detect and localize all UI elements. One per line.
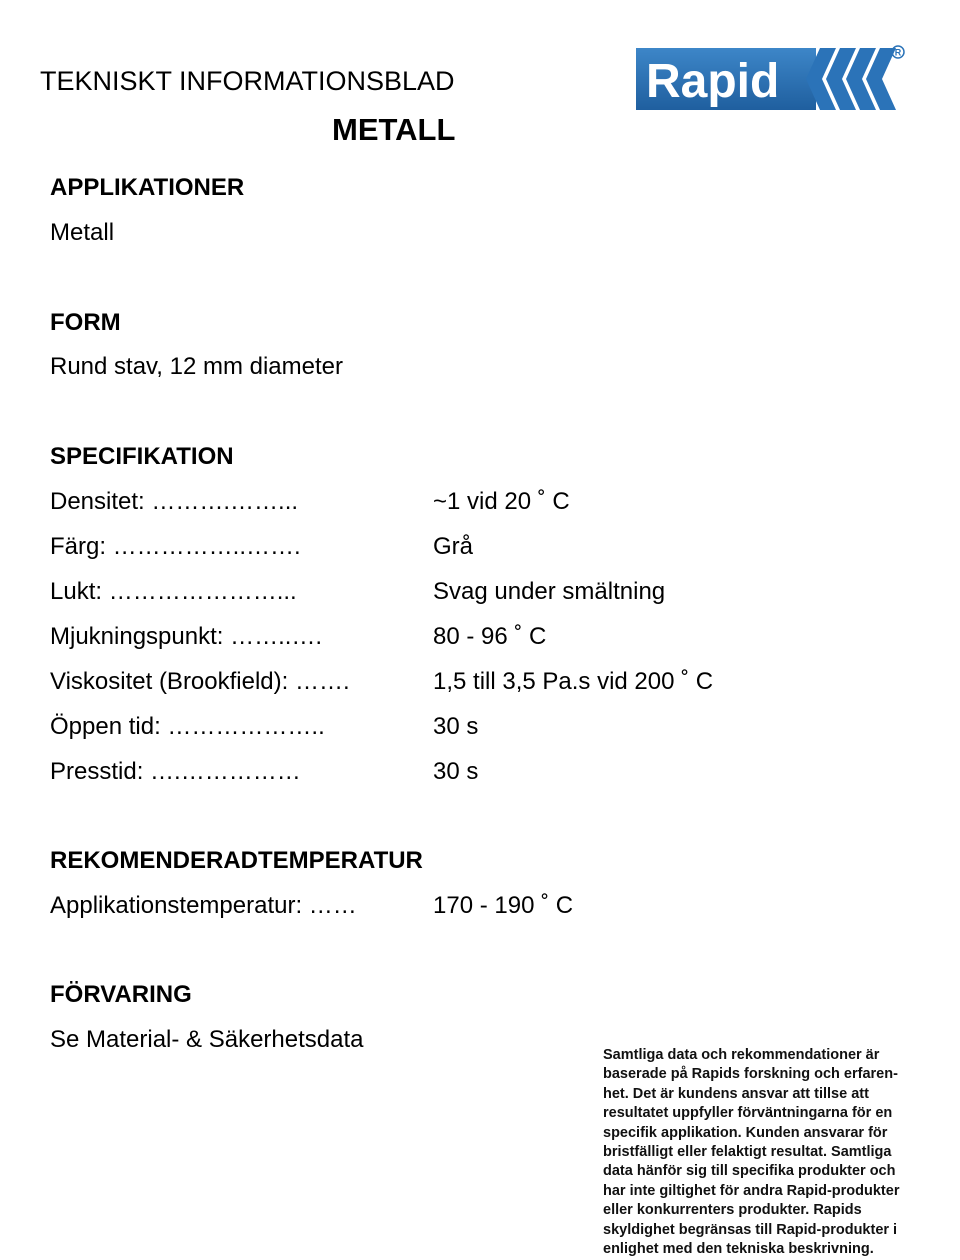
disclaimer-line: Samtliga data och rekommendationer är <box>603 1047 880 1063</box>
spec-value-presstid: 30 s <box>433 758 479 785</box>
rekommenderad-label: Applikationstemperatur: …… <box>50 892 357 919</box>
spec-value-densitet: ~1 vid 20 ˚ C <box>433 488 570 515</box>
forvaring-heading: FÖRVARING <box>50 981 192 1008</box>
spec-value-viskositet: 1,5 till 3,5 Pa.s vid 200 ˚ C <box>433 668 714 695</box>
disclaimer-line: har inte giltighet för andra Rapid-produkter <box>603 1182 900 1199</box>
svg-text:R: R <box>894 47 902 58</box>
applikationer-heading: APPLIKATIONER <box>50 174 245 201</box>
spec-value-oppen-tid: 30 s <box>433 713 479 740</box>
product-title: METALL <box>332 112 456 147</box>
logo-text: Rapid <box>646 55 780 108</box>
spec-value-lukt: Svag under smältning <box>433 578 666 605</box>
disclaimer <box>603 1046 913 1259</box>
spec-label-densitet: Densitet: ……….……... <box>50 488 299 515</box>
disclaimer-line: skyldighet begränsas till Rapid-produkter i <box>603 1221 898 1238</box>
specifikation-heading: SPECIFIKATION <box>50 443 234 470</box>
spec-label-oppen-tid: Öppen tid: ……………….. <box>50 713 325 740</box>
spec-value-mjukningspunkt: 80 - 96 ˚ C <box>433 623 547 650</box>
disclaimer-line: specifik applikation. Kunden ansvarar för <box>603 1124 888 1141</box>
rekommenderad-value: 170 - 190 ˚ C <box>433 892 574 919</box>
applikationer-text: Metall <box>50 219 115 246</box>
spec-label-farg: Färg: ……………..……. <box>50 533 301 560</box>
form-text: Rund stav, 12 mm diameter <box>50 353 344 380</box>
spec-value-farg: Grå <box>433 533 474 560</box>
spec-label-mjukningspunkt: Mjukningspunkt: ……..…. <box>50 623 323 650</box>
disclaimer-line: bristfälligt eller felaktigt resultat. Samtliga <box>603 1144 892 1161</box>
forvaring-text: Se Material- & Säkerhetsdata <box>50 1026 364 1053</box>
disclaimer-line: data hänför sig till specifika produkter och <box>603 1163 896 1180</box>
spec-label-presstid: Presstid: ….…………… <box>50 758 301 785</box>
disclaimer-line: enlighet med den tekniska beskrivning. <box>603 1241 874 1258</box>
form-heading: FORM <box>50 309 121 336</box>
rekommenderad-heading: REKOMENDERADTEMPERATUR <box>50 847 423 874</box>
spec-label-lukt: Lukt: …………………... <box>50 578 297 605</box>
document-title: TEKNISKT INFORMATIONSBLAD <box>40 66 455 96</box>
disclaimer-line: eller konkurrenters produkter. Rapids <box>603 1202 862 1219</box>
logo-chevrons-icon <box>806 48 896 110</box>
disclaimer-line: resultatet uppfyller förväntningarna för en <box>603 1105 893 1122</box>
disclaimer-line: baserade på Rapids forskning och erfaren- <box>603 1066 898 1083</box>
spec-label-viskositet: Viskositet (Brookfield): ……. <box>50 668 350 695</box>
disclaimer-line: het. Det är kundens ansvar att tillse att <box>603 1085 869 1102</box>
rapid-logo <box>636 42 908 112</box>
